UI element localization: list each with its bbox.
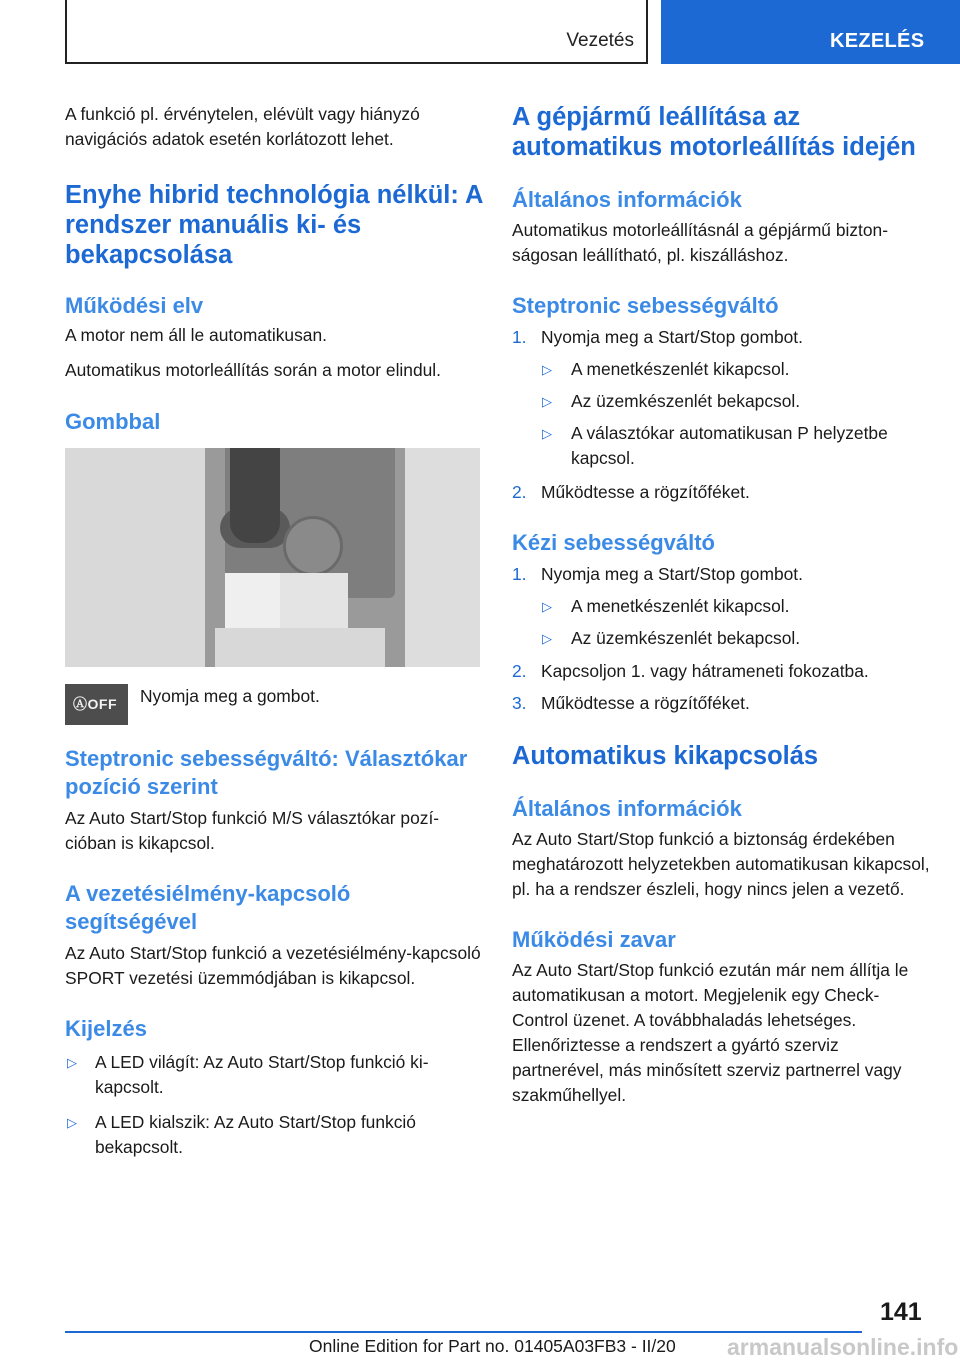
header-chapter-tab xyxy=(661,0,960,64)
triangle-bullet-icon: ▷ xyxy=(542,426,552,441)
list-item: ▷ Az üzemkészenlét bekapcsol. xyxy=(512,626,930,651)
header-section-label: Vezetés xyxy=(566,30,634,51)
heading-general-info: Általános információk xyxy=(512,187,742,212)
steptronic-steps xyxy=(512,325,930,505)
triangle-bullet-icon: ▷ xyxy=(542,599,552,614)
press-button-text: Nyomja meg a gombot. xyxy=(140,686,320,706)
list-item: 2. Kapcsoljon 1. vagy hátrameneti fokozatba. xyxy=(512,661,869,681)
heading-display: Kijelzés xyxy=(65,1016,147,1041)
triangle-bullet-icon: ▷ xyxy=(67,1055,77,1070)
triangle-bullet-icon: ▷ xyxy=(542,394,552,409)
auto-start-stop-off-icon xyxy=(65,684,128,725)
heading-button: Gombbal xyxy=(65,409,161,434)
heading-mild-hybrid: Enyhe hibrid technológia nélkül: A rendszer manuális ki- és bekapcsolása xyxy=(65,181,483,269)
heading-general-info-2: Általános információk xyxy=(512,796,742,821)
drive-switch-text: Az Auto Start/Stop funkció a vezetésiélmény-kapcsoló SPORT vezetési üzemmódjában is kikapcsol. xyxy=(65,943,481,988)
heading-steptronic-selector: Steptronic sebességváltó: Választókar pozíció szerint xyxy=(65,746,468,799)
list-item: ▷ A LED világít: Az Auto Start/Stop funkció kikapcsolt. xyxy=(67,1052,429,1097)
heading-principle: Működési elv xyxy=(65,293,204,318)
gear-lever-icon xyxy=(230,448,280,543)
left-column xyxy=(65,102,483,1160)
triangle-bullet-icon: ▷ xyxy=(67,1115,77,1130)
header-section-tab xyxy=(65,0,648,64)
heading-park: A gépjármű leállítása az automatikus motorleállítás idején xyxy=(512,103,916,161)
footer-watermark: armanualsonline.info xyxy=(727,1334,959,1360)
icon-off-label: ⒶOFF xyxy=(73,696,117,712)
general-info-2-text: Az Auto Start/Stop funkció a biztonság érdekében meghatározott helyzetekben automatikusan kikapcsol, pl. ha a rendszer észleli, hogy nincs jelen a vezető. xyxy=(512,829,930,899)
list-item: ▷ A menetkészenlét kikapcsol. xyxy=(512,357,930,382)
intro-text: A funkció pl. érvénytelen, elévült vagy hiányzó navigációs adatok esetén korlátozott lehet. xyxy=(65,104,420,149)
general-info-text: Automatikus motorleállításnál a gépjármű biztonságosan leállítható, pl. kiszálláshoz. xyxy=(512,220,889,265)
header-chapter-label: KEZELÉS xyxy=(830,30,925,52)
list-item: ▷ Az üzemkészenlét bekapcsol. xyxy=(512,389,930,414)
list-item: ▷ A menetkészenlét kikapcsol. xyxy=(512,594,930,619)
steptronic-selector-text: Az Auto Start/Stop funkció M/S választókar pozícióban is kikapcsol. xyxy=(65,808,440,853)
list-item: ▷ A választókar automatikusan P helyzetbe kapcsol. xyxy=(542,423,888,468)
heading-fault: Működési zavar xyxy=(512,927,676,952)
footer-edition: Online Edition for Part no. 01405A03FB3 - II/20 xyxy=(309,1336,676,1356)
triangle-bullet-icon: ▷ xyxy=(542,631,552,646)
principle-text-1: A motor nem áll le automatikusan. xyxy=(65,325,327,345)
principle-text-2: Automatikus motorleállítás során a motor elindul. xyxy=(65,360,442,380)
manual-steps xyxy=(512,562,930,716)
list-item: 3. Működtesse a rögzítőféket. xyxy=(512,693,750,713)
heading-manual: Kézi sebességváltó xyxy=(512,530,715,555)
gear-selector-photo xyxy=(65,448,480,667)
triangle-bullet-icon: ▷ xyxy=(542,362,552,377)
page-number: 141 xyxy=(880,1298,922,1326)
fault-text: Az Auto Start/Stop funkció ezután már nem állítja le automatikusan a motort. Megjelenik egy Check-Control üzenet. A továbbhaladás lehetséges. Ellenőriztesse a rendszert a gyártó szerviz partnerével, más minősített szerviz partnerrel vagy szakműhellyel. xyxy=(512,960,909,1105)
display-list xyxy=(65,1050,483,1160)
heading-steptronic: Steptronic sebességváltó xyxy=(512,293,779,318)
right-column xyxy=(512,102,930,1108)
heading-auto-off: Automatikus kikapcsolás xyxy=(512,742,819,770)
list-item: ▷ A LED kialszik: Az Auto Start/Stop funkció bekapcsolt. xyxy=(67,1112,416,1157)
list-item: 1. Nyomja meg a Start/Stop gombot. xyxy=(512,564,803,584)
controller-knob-icon xyxy=(283,516,343,576)
heading-drive-switch: A vezetésiélmény-kapcsoló segítségével xyxy=(65,881,351,934)
footer-divider xyxy=(65,1331,862,1333)
list-item: 1. Nyomja meg a Start/Stop gombot. xyxy=(512,327,803,347)
list-item: 2. Működtesse a rögzítőféket. xyxy=(512,482,750,502)
